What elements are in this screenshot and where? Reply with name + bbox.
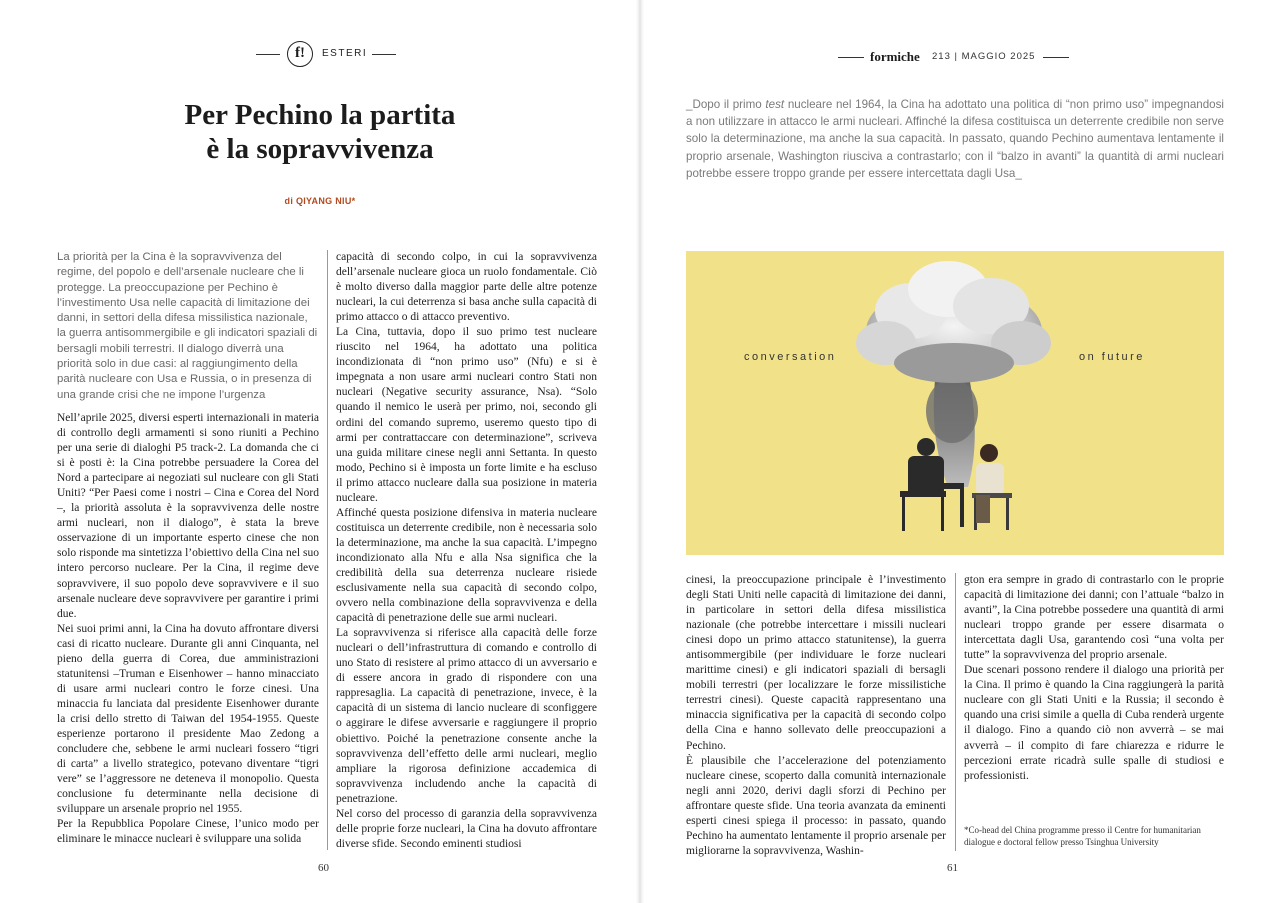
column-divider bbox=[955, 573, 956, 851]
column-3 bbox=[686, 573, 946, 859]
byline: di QIYANG NIU* bbox=[284, 196, 356, 206]
page-number-right: 61 bbox=[947, 862, 958, 874]
header-rule-right-2 bbox=[1043, 57, 1069, 58]
paragraph: Nell’aprile 2025, diversi esperti internazionali in materia di controllo degli armamenti si sono riuniti a Pechino per una serie di dialoghi P5 track-2. La domanda che ci si è posti è: la Cina potrebbe persuadere la Corea del Nord a partecipare ai negoziati sul nucleare con gli Stati Uniti? “Per Paesi come i nostri – Cina e Corea del Nord –, la priorità assoluta è la sopravvivenza delle nostre armi nucleari, non il dialogo”, è stata la breve osservazione di un importante esperto cinese che non solo risponde ma sintetizza l’obiettivo della Cina nel suo intero percorso nucleare. Per la Cina, il regime deve sopravvivere, il suo popolo deve sopravvivere e il suo arsenale nucleare deve sopravvivere per garantire i primi due. bbox=[57, 412, 319, 620]
article-lead: La priorità per la Cina è la sopravvivenza del regime, del popolo e dell’arsenale nucleare che li protegge. La preoccupazione per Pechino è l’investimento Usa nelle capacità di limitazione dei danni, in settori della difesa missilistica nazionale, la guerra antisommergibile e gli indicatori spaziali di bersagli mobili terrestri. Il dialogo diverrà una priorità solo in due casi: al raggiungimento della parità nucleare con Usa e Russia, o in presenza di una grande crisi che ne impone l’urgenza bbox=[57, 251, 318, 401]
brand-name: formiche bbox=[870, 49, 920, 64]
illustration bbox=[686, 251, 1224, 555]
paragraph: gton era sempre in grado di contrastarlo con le proprie capacità di limitazione dei danni; con l’attuale “balzo in avanti”, la Cina potrebbe possedere una quantità di armi nucleari troppo grande per essere disarmata o intercettata dagli Usa, garantendo così “una volta per tutte” la sopravvivenza del proprio arsenale. bbox=[964, 574, 1224, 662]
paragraph: Affinché questa posizione difensiva in materia nucleare costituisca un deterrente credibile, non è necessaria solo la determinazione, ma anche la sua capacità. L’impegno incondizionato alla Nfu e alla Nsa significa che la credibilità della sua deterrenza nucleare risiede esclusivamente nella sua capacità di secondo colpo, ovvero nella combinazione della sopravvivenza e della capacità di penetrazione delle sue armi nucleari. bbox=[336, 506, 597, 625]
pull-quote bbox=[686, 96, 1224, 182]
quote-emphasis: test bbox=[765, 98, 785, 111]
paragraph: Nel corso del processo di garanzia della sopravvivenza delle proprie forze nucleari, la Cina ha dovuto affrontare diverse sfide. Secondo eminenti studiosi bbox=[336, 807, 597, 850]
title-line-2: è la sopravvivenza bbox=[206, 133, 434, 165]
quote-rest: nucleare nel 1964, la Cina ha adottato una politica di “non primo uso” impegnandosi a non utilizzare in attacco le armi nucleari. Affinché la difesa costituisca un deterrente credibile non serve solo la determinazione, ma anche la sua capacità. In passato, quando Pechino aumentava lentamente il proprio arsenale, Washington riusciva a contrastarlo; con il “balzo in avanti” la quantità di armi nucleari potrebbe essere troppo grande per essere intercettata dagli Usa_ bbox=[686, 98, 1224, 180]
author-footnote: *Co-head del China programme presso il Centre for humanitarian dialogue e doctoral fellow presso Tsinghua University bbox=[964, 825, 1201, 847]
woman-on-chair bbox=[972, 444, 1012, 530]
header-rule-left-2 bbox=[372, 54, 396, 55]
illustration-caption-right: on future bbox=[1079, 351, 1145, 363]
column-4 bbox=[964, 573, 1224, 784]
formiche-logo-icon: f! bbox=[287, 41, 313, 67]
article-title bbox=[150, 98, 490, 166]
quote-start: _Dopo il primo bbox=[686, 98, 766, 111]
title-line-1: Per Pechino la partita bbox=[184, 99, 456, 131]
column-divider bbox=[327, 250, 328, 850]
header-rule-right bbox=[838, 57, 864, 58]
issue-info: 213 | MAGGIO 2025 bbox=[932, 51, 1036, 62]
paragraph: capacità di secondo colpo, in cui la sopravvivenza dell’arsenale nucleare gioca un ruolo fondamentale. Ciò è molto diverso dalla maggior parte delle altre potenze nucleari, la cui deterrenza si basa anche sulla capacità di primo attacco o di attacco preventivo. bbox=[336, 251, 597, 324]
header-rule-left bbox=[256, 54, 280, 55]
page-gutter bbox=[636, 0, 644, 903]
paragraph: Due scenari possono rendere il dialogo una priorità per la Cina. Il primo è quando la Cina raggiungerà la parità nucleare con gli Stati Uniti e la Russia; il secondo è quando una crisi simile a quella di Cuba renderà urgente il dialogo. Fino a quando ciò non avverrà – se mai avverrà – il compito di fare chiarezza e ridurre le percezioni errate ricadrà sulle spalle di studiosi e professionisti. bbox=[964, 664, 1224, 782]
paragraph: cinesi, la preoccupazione principale è l’investimento degli Stati Uniti nelle capacità di limitazione dei danni, in particolare in settori della difesa missilistica nazionale (che potrebbe intercettare i missili nucleari cinesi dopo un primo attacco statunitense), la guerra antisommergibile (per individuare le forze nucleari marittime cinesi) e gli indicatori spaziali di bersagli mobili terrestri (per localizzare le forze missilistiche terrestri cinesi). Queste capacità rappresentano una minaccia significativa per la capacità di secondo colpo della Cina e hanno sollevato delle preoccupazioni a Pechino. bbox=[686, 574, 946, 752]
paragraph: Nei suoi primi anni, la Cina ha dovuto affrontare diversi casi di ricatto nucleare. Durante gli anni Cinquanta, nel pieno della guerra di Corea, due amministrazioni statunitensi –Truman e Eisenhower – hanno minacciato di usare armi nucleari contro le forze cinesi. Una minaccia fu lanciata dal presidente Eisenhower durante la crisi dello stretto di Taiwan del 1954-1955. Queste esperienze portarono il presidente Mao Zedong a concludere che, sebbene le armi nucleari fossero “tigri di carta” a livello strategico, potevano diventare “tigri vere” se l’aggressore ne deteneva il monopolio. Questa conclusione fu determinante nella decisione di sviluppare un arsenale proprio nel 1955. bbox=[57, 622, 319, 816]
column-2 bbox=[336, 250, 597, 852]
section-label: ESTERI bbox=[322, 48, 368, 59]
paragraph: Per la Repubblica Popolare Cinese, l’unico modo per eliminare le minacce nucleari è sviluppare una solida bbox=[57, 818, 319, 846]
paragraph: La sopravvivenza si riferisce alla capacità delle forze nucleari o dell’infrastruttura di comando e controllo di uno Stato di resistere al primo attacco di un avversario e di essere ancora in grado di rispondere con una rappresaglia. La capacità di penetrazione, invece, è la capacità di un sistema di lancio nucleare di sconfiggere o aggirare le difese avversarie e raggiungere il proprio obiettivo. Poiché la penetrazione consente anche la sopravvivenza dell’effetto delle armi nucleari, meglio ampliare la rigorosa definizione accademica di sopravvivenza includendo anche la capacità di penetrazione. bbox=[336, 627, 597, 805]
cloud-head bbox=[856, 261, 1051, 383]
illustration-caption-left: conversation bbox=[744, 351, 837, 363]
column-1 bbox=[57, 411, 319, 847]
mushroom-cloud-illustration bbox=[686, 251, 1224, 555]
paragraph: È plausibile che l’accelerazione del potenziamento nucleare cinese, scoperto dalla comunità internazionale negli anni 2020, derivi dagli sforzi di Pechino per affrontare queste sfide. Una teoria avanzata da eminenti esperti cinesi spiega il processo: in passato, quando Pechino ha aumentato lentamente il proprio arsenale per migliorarne la sopravvivenza, Washin- bbox=[686, 754, 946, 857]
paragraph: La Cina, tuttavia, dopo il suo primo test nucleare riuscito nel 1964, ha adottato una politica incondizionata di “non primo uso” (Nfu) e si è impegnata a non usare armi nucleari contro Stati non nucleari (Negative security assurance, Nsa). “Solo quando il nemico le userà per primo, noi, secondo gli ordini del comando supremo, useremo questo tipo di armi per contrattaccare con determinazione”, scriveva una guida militare cinese negli anni Settanta. In questo modo, Pechino si è imposta un forte limite e ha escluso il primo attacco nucleare dalla sua posizione in materia nucleare. bbox=[336, 326, 597, 504]
page-number-left: 60 bbox=[318, 862, 329, 874]
